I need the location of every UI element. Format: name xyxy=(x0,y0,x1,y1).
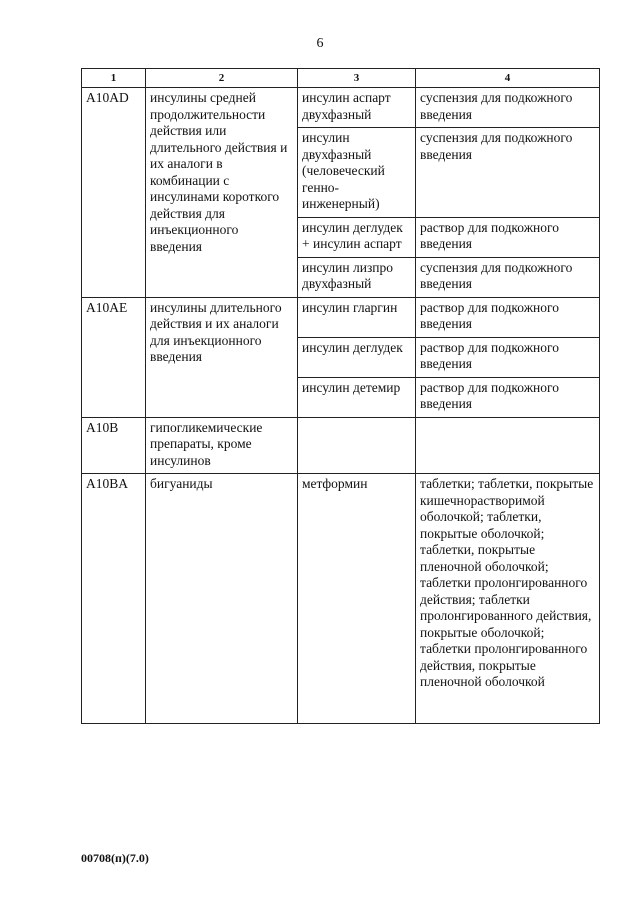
column-header-1: 1 xyxy=(82,69,146,88)
atc-code-cell: A10B xyxy=(82,417,146,474)
table-row xyxy=(82,297,600,337)
drug-name-cell: инсулин аспарт двухфазный xyxy=(298,88,416,128)
column-header-4: 4 xyxy=(416,69,600,88)
table-header-row xyxy=(82,69,600,88)
group-name-cell: бигуаниды xyxy=(146,474,298,724)
dosage-form-cell: суспензия для подкожного введения xyxy=(416,128,600,218)
dosage-form-cell: раствор для подкожного введения xyxy=(416,297,600,337)
drug-name-cell xyxy=(298,417,416,474)
dosage-form-cell: раствор для подкожного введения xyxy=(416,337,600,377)
drug-name-cell: инсулин деглудек + инсулин аспарт xyxy=(298,217,416,257)
dosage-form-cell: таблетки; таблетки, покрытые кишечнорастворимой оболочкой; таблетки, покрытые оболочкой; таблетки, покрытые пленочной оболочкой; таблетки пролонгированного действия; таблетки пролонгированного действия, покрытые оболочкой; таблетки пролонгированного действия, покрытые пленочной оболочкой xyxy=(416,474,600,724)
drug-name-cell: инсулин деглудек xyxy=(298,337,416,377)
table-row xyxy=(82,474,600,724)
atc-code-cell: A10AE xyxy=(82,297,146,417)
atc-code-cell: A10AD xyxy=(82,88,146,298)
dosage-form-cell: раствор для подкожного введения xyxy=(416,377,600,417)
atc-code-cell: A10BA xyxy=(82,474,146,724)
group-name-cell: инсулины средней продолжительности действия или длительного действия и их аналоги в комбинации с инсулинами короткого действия для инъекционного введения xyxy=(146,88,298,298)
drug-name-cell: инсулин лизпро двухфазный xyxy=(298,257,416,297)
group-name-cell: гипогликемические препараты, кроме инсулинов xyxy=(146,417,298,474)
column-header-3: 3 xyxy=(298,69,416,88)
dosage-form-cell: суспензия для подкожного введения xyxy=(416,88,600,128)
dosage-form-cell xyxy=(416,417,600,474)
group-name-cell: инсулины длительного действия и их аналоги для инъекционного введения xyxy=(146,297,298,417)
drug-name-cell: инсулин двухфазный (человеческий генно-инженерный) xyxy=(298,128,416,218)
column-header-2: 2 xyxy=(146,69,298,88)
table-row xyxy=(82,417,600,474)
drug-name-cell: инсулин детемир xyxy=(298,377,416,417)
document-code: 00708(п)(7.0) xyxy=(81,851,149,865)
table-row xyxy=(82,88,600,128)
page-number: 6 xyxy=(316,36,324,51)
drug-name-cell: метформин xyxy=(298,474,416,724)
dosage-form-cell: раствор для подкожного введения xyxy=(416,217,600,257)
drug-table xyxy=(81,68,600,724)
drug-name-cell: инсулин гларгин xyxy=(298,297,416,337)
dosage-form-cell: суспензия для подкожного введения xyxy=(416,257,600,297)
